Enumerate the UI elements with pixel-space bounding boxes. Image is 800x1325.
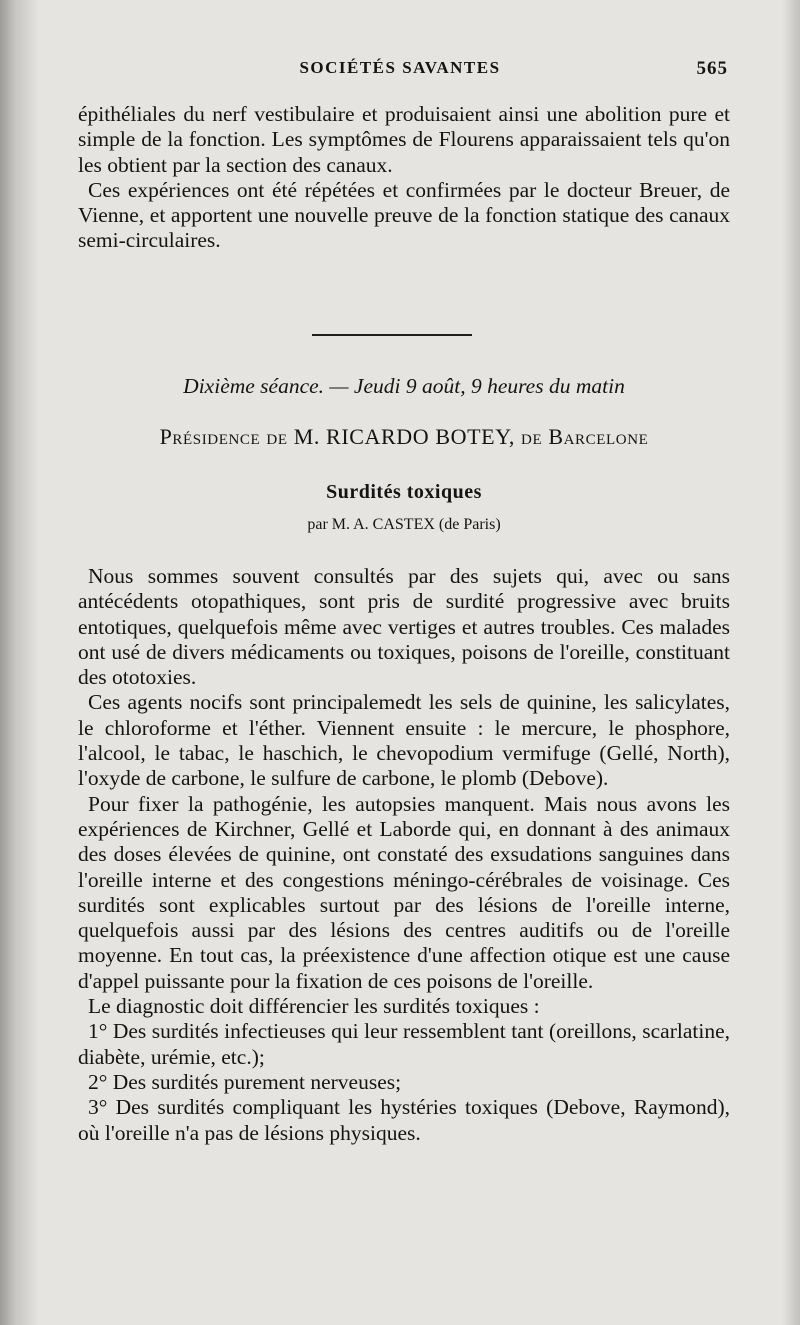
intro-paragraph: Ces expériences ont été répétées et confirmées par le docteur Breuer, de Vienne, et apportent une nouvelle preuve de la fonction statique des canaux semi-circulaires.	[78, 177, 730, 253]
article-paragraph: Ces agents nocifs sont principalemedt les sels de quinine, les salicylates, le chloroforme et l'éther. Viennent ensuite : le mercure, le phosphore, l'alcool, le tabac, le haschich, le chevopodium vermifuge (Gellé, North), l'oxyde de carbone, le sulfure de carbone, le plomb (Debove).	[78, 690, 730, 791]
running-head	[70, 58, 730, 88]
session-heading: Dixième séance. — Jeudi 9 août, 9 heures du matin	[183, 374, 625, 398]
list-item: 2° Des surdités purement nerveuses;	[88, 1069, 402, 1094]
list-item: 1° Des surdités infectieuses qui leur ressemblent tant (oreillons, scarlatine, diabète, urémie, etc.);	[78, 1019, 730, 1069]
intro-text-block	[78, 102, 730, 254]
article-paragraph: Nous sommes souvent consultés par des sujets qui, avec ou sans antécédents otopathiques, sont pris de surdité progressive avec bruits entotiques, quelquefois même avec vertiges et autres troubles. Ces malades ont usé de divers médicaments ou toxiques, poisons de l'oreille, constituant des ototoxies.	[78, 564, 730, 690]
page-number: 565	[696, 58, 728, 79]
section-divider	[312, 334, 472, 336]
article-byline: par M. A. CASTEX (de Paris)	[307, 516, 501, 533]
article-body	[78, 564, 730, 1146]
article-title: Surdités toxiques	[326, 481, 482, 503]
list-item: 3° Des surdités compliquant les hystéries toxiques (Debove, Raymond), où l'oreille n'a pas de lésions physiques.	[78, 1095, 730, 1145]
article-paragraph: Le diagnostic doit différencier les surdités toxiques :	[88, 994, 540, 1019]
presidence-heading: Présidence de M. RICARDO BOTEY, de Barcelone	[159, 424, 649, 449]
running-title: SOCIÉTÉS SAVANTES	[299, 58, 501, 77]
article-paragraph: Pour fixer la pathogénie, les autopsies manquent. Mais nous avons les expériences de Kirchner, Gellé et Laborde qui, en donnant à des animaux des doses élevées de quinine, ont constaté des exsudations sanguines dans l'oreille interne et des congestions méningo-cérébrales de voisinage. Ces surdités sont explicables surtout par des lésions de l'oreille interne, quelquefois aussi par des lésions des centres auditifs ou de l'oreille moyenne. En tout cas, la préexistence d'une affection otique est une cause d'appel puissante pour la fixation de ces poisons de l'oreille.	[78, 791, 730, 993]
intro-paragraph: épithéliales du nerf vestibulaire et produisaient ainsi une abolition pure et simple de la fonction. Les symptômes de Flourens apparaissaient tels qu'on les obtient par la section des canaux.	[78, 102, 730, 177]
